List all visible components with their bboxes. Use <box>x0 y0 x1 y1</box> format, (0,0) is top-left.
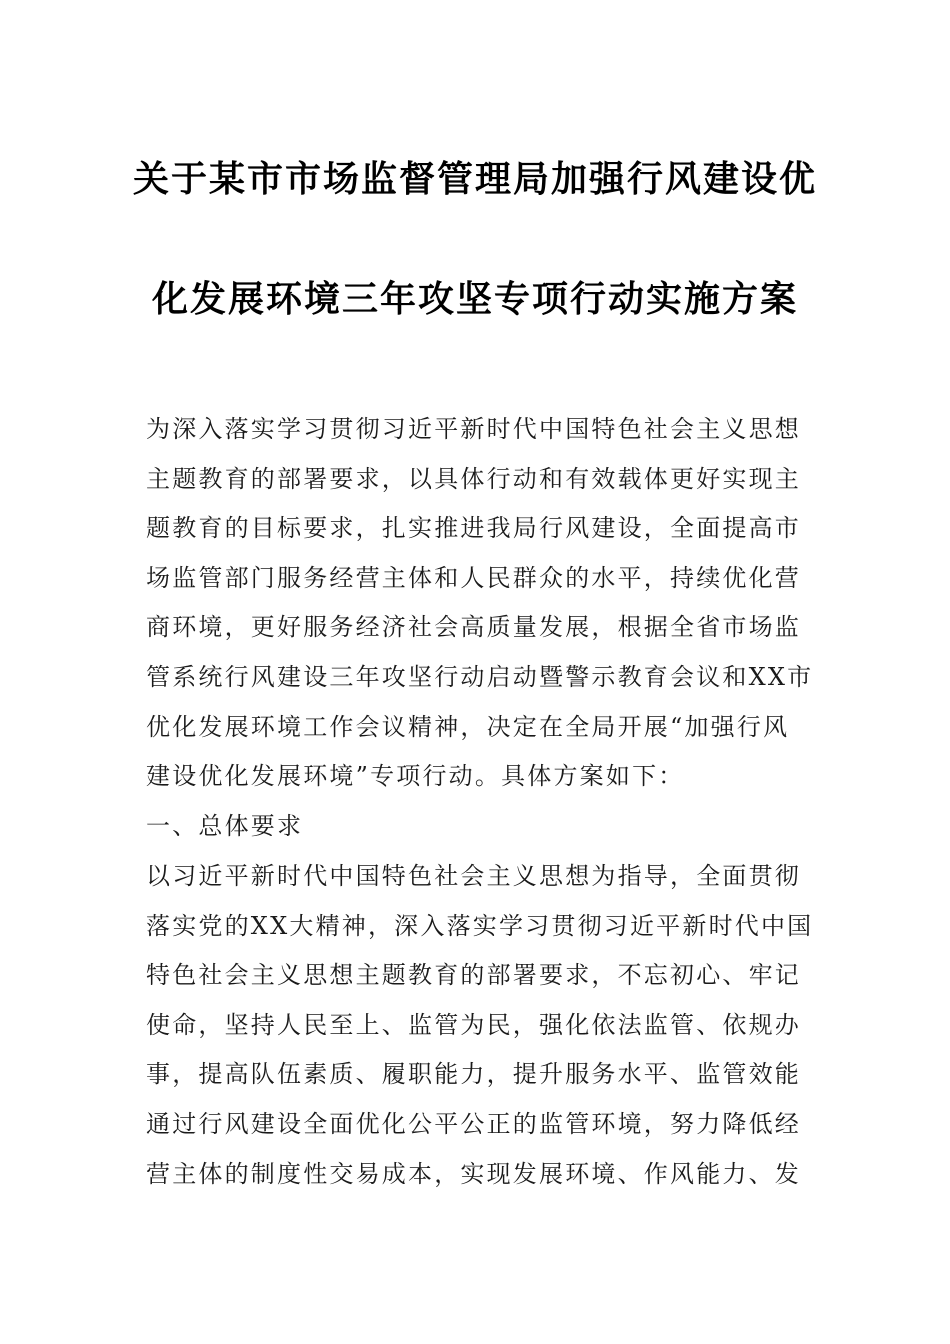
paragraph-line: 营主体的制度性交易成本，实现发展环境、作风能力、发 <box>146 1159 801 1188</box>
general-requirements-paragraph <box>146 852 814 1199</box>
intro-line: 场监管部门服务经营主体和人民群众的水平，持续优化营 <box>146 563 801 592</box>
intro-line: 商环境，更好服务经济社会高质量发展，根据全省市场监 <box>146 613 801 642</box>
intro-line: 管系统行风建设三年攻坚行动启动暨警示教育会议和XX市 <box>146 662 814 691</box>
intro-line: 为深入落实学习贯彻习近平新时代中国特色社会主义思想 <box>146 415 801 443</box>
document-title-line-2: 化发展环境三年攻坚专项行动实施方案 <box>151 279 798 320</box>
document-title-line-1: 关于某市市场监督管理局加强行风建设优 <box>132 159 817 200</box>
paragraph-line: 落实党的XX大精神，深入落实学习贯彻习近平新时代中国 <box>146 911 814 940</box>
paragraph-line: 事，提高队伍素质、履职能力，提升服务水平、监管效能 <box>146 1060 801 1089</box>
intro-line: 建设优化发展环境”专项行动。具体方案如下： <box>146 762 685 791</box>
paragraph-line: 以习近平新时代中国特色社会主义思想为指导，全面贯彻 <box>146 862 801 890</box>
intro-line: 主题教育的部署要求，以具体行动和有效载体更好实现主 <box>146 464 801 493</box>
paragraph-line: 特色社会主义思想主题教育的部署要求，不忘初心、牢记 <box>146 961 801 990</box>
paragraph-line: 通过行风建设全面优化公平公正的监管环境，努力降低经 <box>146 1109 801 1138</box>
section-heading: 一、总体要求 <box>146 812 304 840</box>
paragraph-line: 使命，坚持人民至上、监管为民，强化依法监管、依规办 <box>146 1010 801 1039</box>
intro-paragraph <box>146 405 814 802</box>
intro-line: 题教育的目标要求，扎实推进我局行风建设，全面提高市 <box>146 514 801 543</box>
intro-line: 优化发展环境工作会议精神，决定在全局开展“加强行风 <box>146 712 790 741</box>
